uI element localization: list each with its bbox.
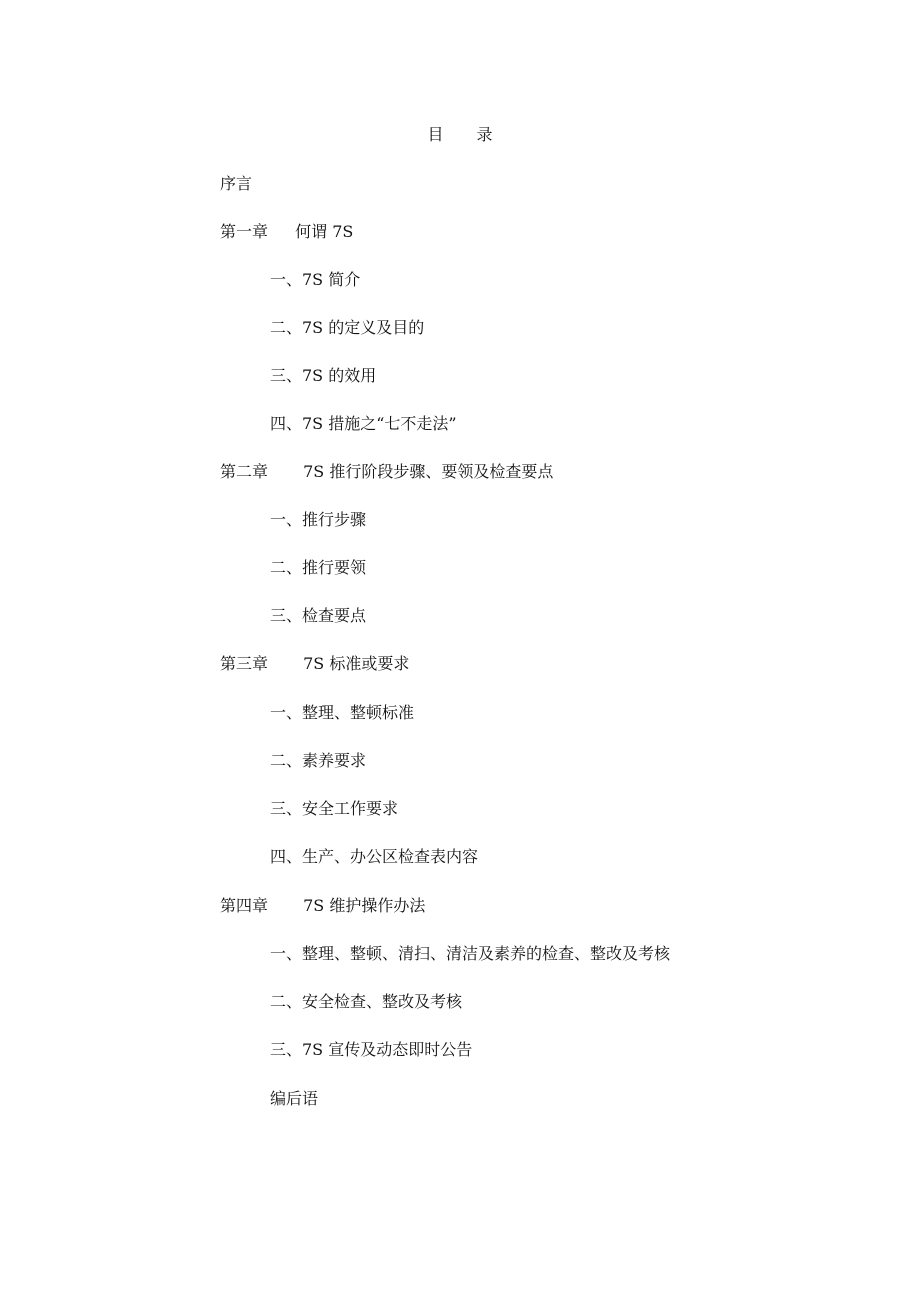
chapter-title: 7S 维护操作办法 <box>303 896 426 915</box>
toc-item-label: 二、素养要求 <box>270 751 367 770</box>
toc-item <box>270 991 462 1013</box>
toc-item <box>270 509 366 531</box>
toc-item-label: 四、7S 措施之“七不走法” <box>270 414 457 433</box>
toc-item-label: 一、整理、整顿、清扫、清洁及素养的检查、整改及考核 <box>270 944 671 963</box>
toc-item <box>270 557 366 579</box>
toc-item-label: 三、7S 的效用 <box>270 366 377 385</box>
toc-item-label: 二、7S 的定义及目的 <box>270 318 425 337</box>
toc-item-label: 一、7S 简介 <box>270 270 361 289</box>
toc-chapter-3 <box>220 653 409 675</box>
toc-item <box>270 1039 472 1061</box>
chapter-number: 第三章 <box>220 654 269 673</box>
toc-item <box>270 846 478 868</box>
toc-item-label: 三、检查要点 <box>270 606 367 625</box>
chapter-title: 何谓 7S <box>295 222 354 241</box>
toc-item-label: 二、推行要领 <box>270 558 367 577</box>
toc-item <box>270 702 414 724</box>
toc-item-label: 编后语 <box>270 1089 319 1108</box>
toc-item <box>270 269 360 291</box>
toc-item-label: 一、整理、整顿标准 <box>270 703 415 722</box>
toc-chapter-4 <box>220 895 425 917</box>
chapter-title: 7S 标准或要求 <box>303 654 410 673</box>
toc-chapter-2 <box>220 461 553 483</box>
toc-item <box>270 317 424 339</box>
toc-label: 序言 <box>220 174 253 193</box>
toc-item <box>270 750 366 772</box>
toc-item <box>270 365 376 387</box>
toc-title: 目 录 <box>427 125 507 144</box>
toc-item-label: 一、推行步骤 <box>270 510 367 529</box>
toc-item <box>270 413 457 435</box>
toc-item-label: 三、7S 宣传及动态即时公告 <box>270 1040 473 1059</box>
chapter-title: 7S 推行阶段步骤、要领及检查要点 <box>303 462 554 481</box>
chapter-number: 第四章 <box>220 896 269 915</box>
toc-section-afterword <box>270 1088 318 1110</box>
toc-item <box>270 943 670 965</box>
toc-item-label: 三、安全工作要求 <box>270 799 399 818</box>
toc-item <box>270 605 366 627</box>
chapter-number: 第一章 <box>220 222 269 241</box>
chapter-number: 第二章 <box>220 462 269 481</box>
toc-chapter-1 <box>220 221 353 243</box>
toc-section-preface <box>220 173 252 195</box>
toc-item-label: 二、安全检查、整改及考核 <box>270 992 463 1011</box>
toc-item-label: 四、生产、办公区检查表内容 <box>270 847 479 866</box>
toc-item <box>270 798 398 820</box>
